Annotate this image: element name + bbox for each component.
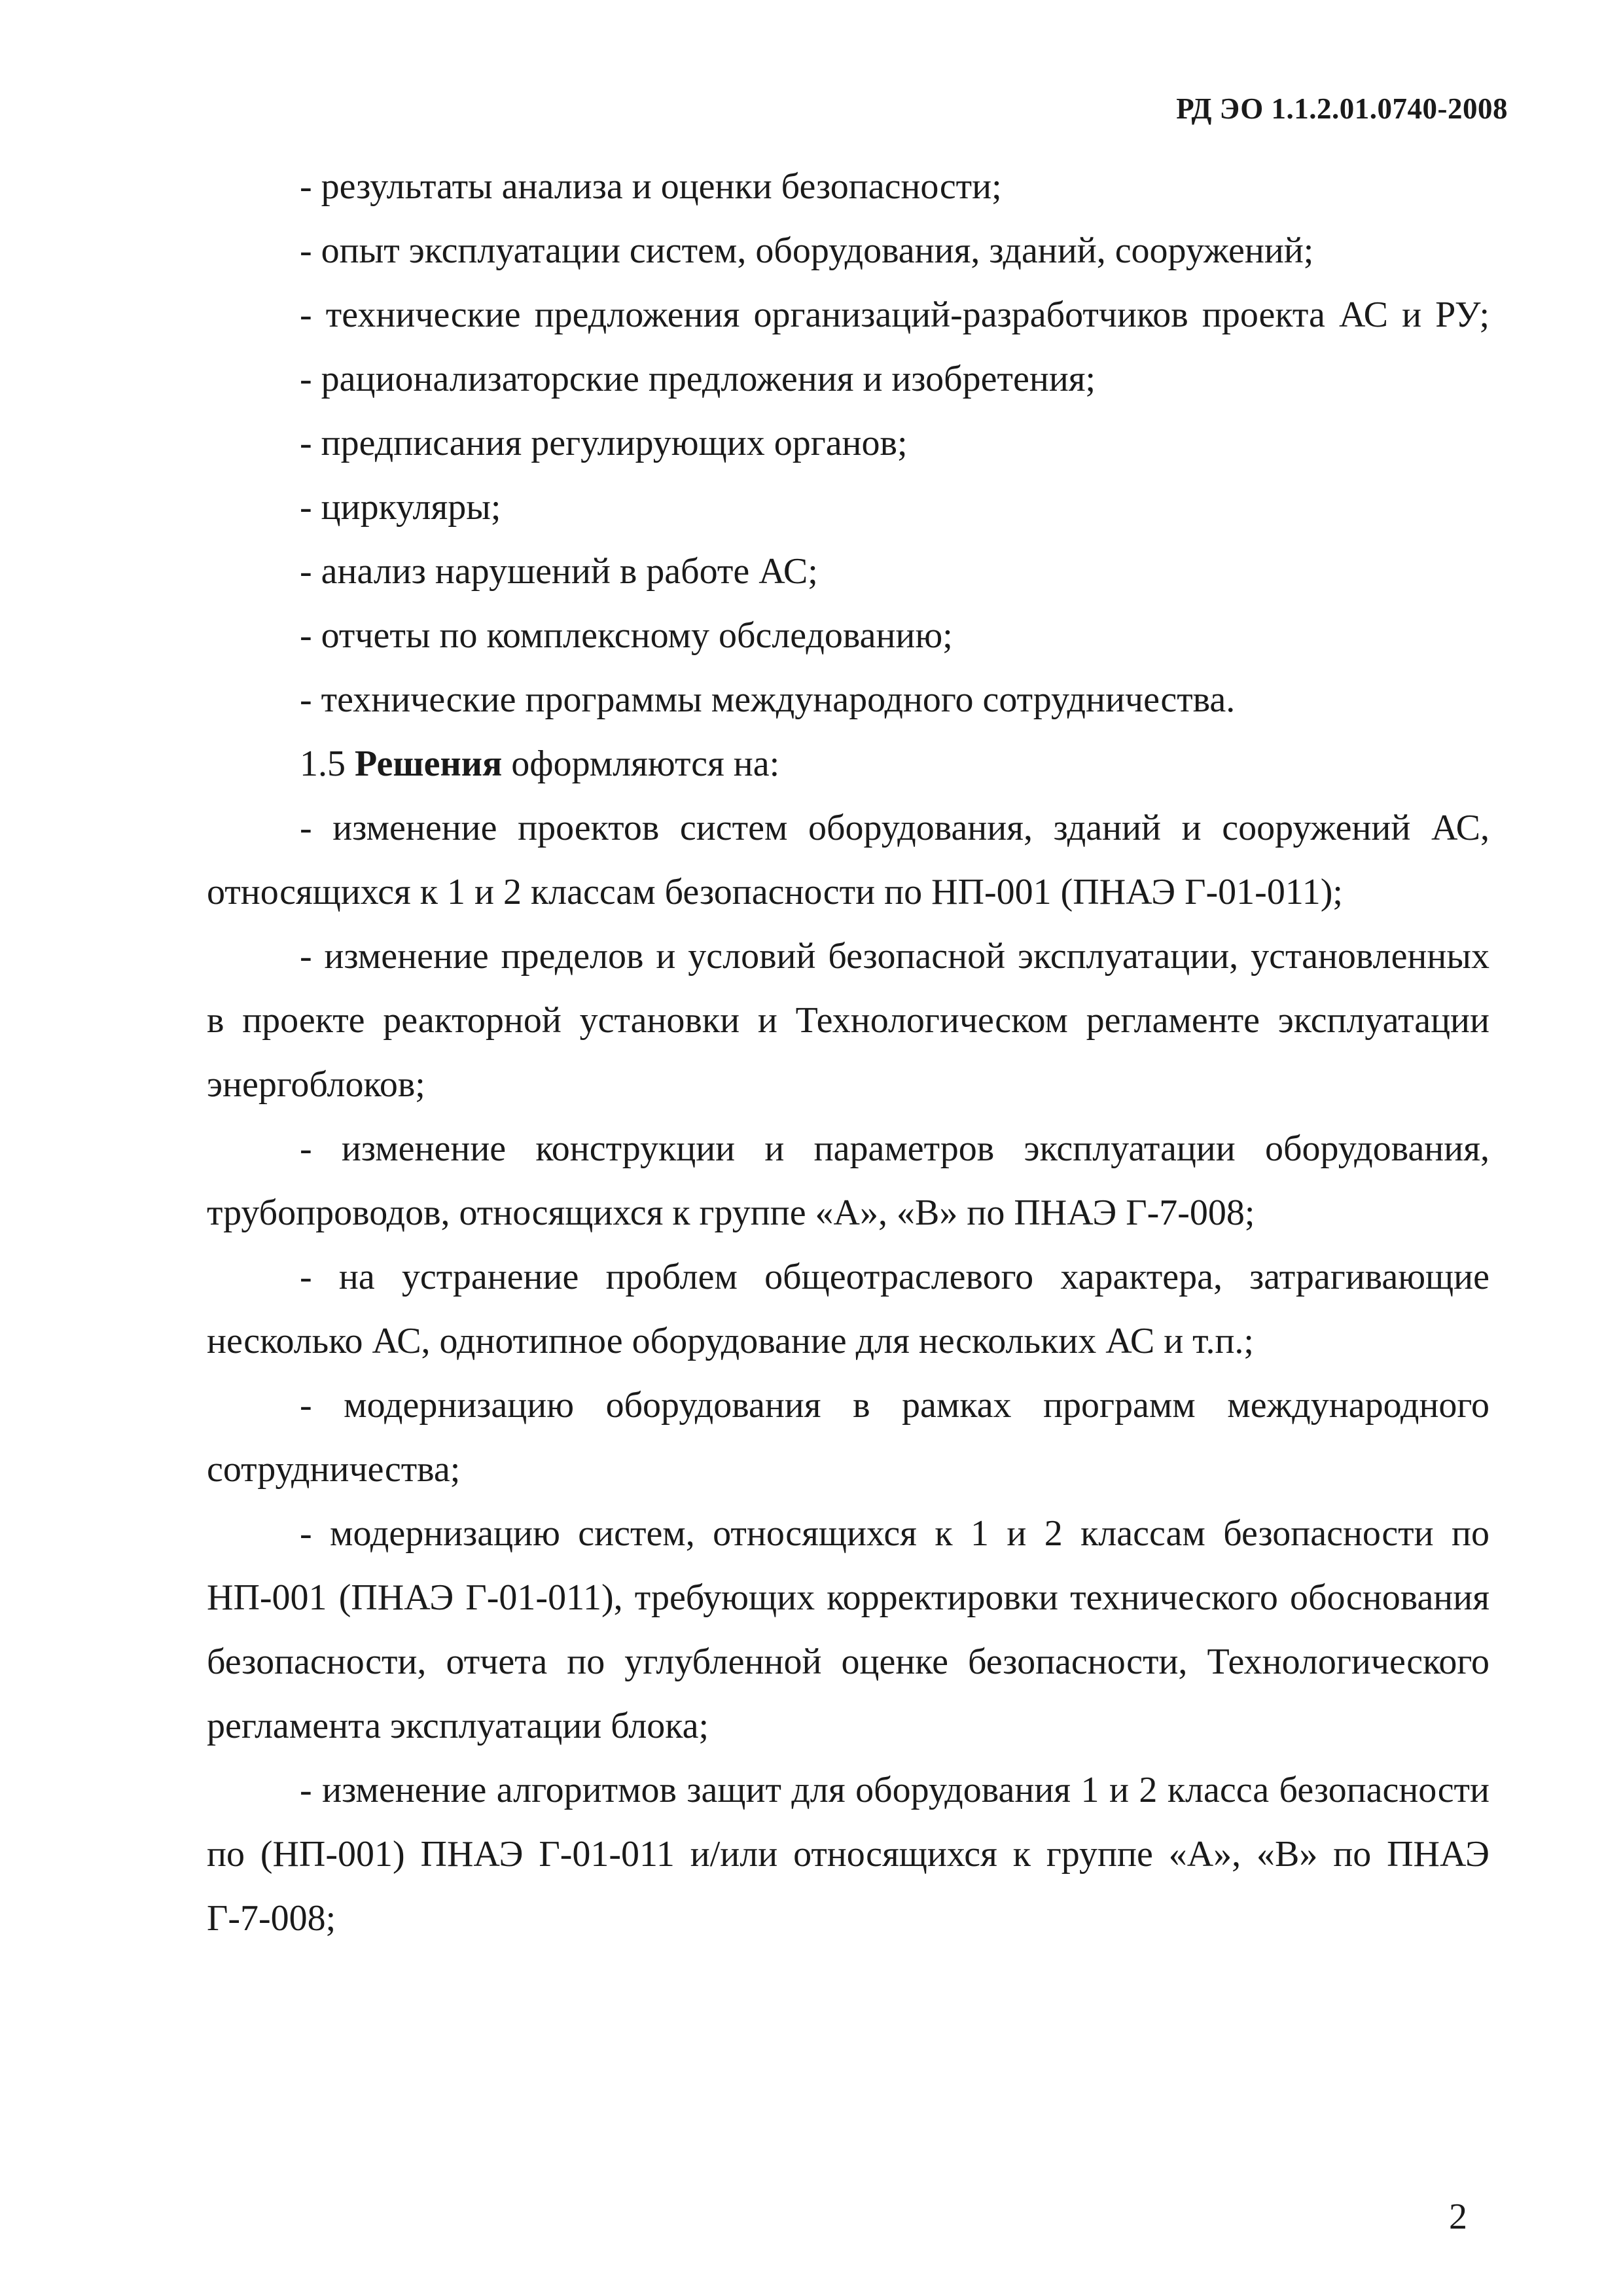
page-number: 2 xyxy=(1449,2197,1467,2237)
list-item: - предписания регулирующих органов; xyxy=(300,423,908,463)
list-item: - циркуляры; xyxy=(300,487,501,528)
list-item: - на устранение проблем общеотраслевого характера, затрагивающие несколько АС, однотипное оборудование для нескольких АС и т.п.; xyxy=(207,1257,1489,1361)
list-item: - анализ нарушений в работе АС; xyxy=(300,551,818,592)
list-item: - изменение конструкции и параметров эксплуатации оборудования, трубопроводов, относящихся к группе «А», «В» по ПНАЭ Г-7-008; xyxy=(207,1128,1489,1233)
document-code: РД ЭО 1.1.2.01.0740-2008 xyxy=(1176,92,1508,125)
list-item: - технические предложения организаций-разработчиков проекта АС и РУ; xyxy=(300,295,1489,335)
list-item: - опыт эксплуатации систем, оборудования, зданий, сооружений; xyxy=(300,230,1314,271)
section-term: Решения xyxy=(355,744,503,784)
list-item: - результаты анализа и оценки безопасности; xyxy=(300,166,1002,207)
list-item: - изменение алгоритмов защит для оборудования 1 и 2 класса безопасности по (НП-001) ПНАЭ Г-01-011 и/или относящихся к группе «А», «В» по ПНАЭ Г-7-008; xyxy=(207,1770,1489,1939)
list-item: - изменение пределов и условий безопасной эксплуатации, установленных в проекте реакторной установки и Технологическом регламенте эксплуатации энергоблоков; xyxy=(207,936,1489,1105)
list-item: - отчеты по комплексному обследованию; xyxy=(300,615,953,656)
document-body xyxy=(207,154,1489,1950)
section-rest: оформляются на: xyxy=(511,744,780,784)
section-number: 1.5 xyxy=(300,744,346,784)
list-item: - технические программы международного сотрудничества. xyxy=(300,679,1236,720)
list-item: - модернизацию оборудования в рамках программ международного сотрудничества; xyxy=(207,1385,1489,1490)
list-item: - рационализаторские предложения и изобретения; xyxy=(300,359,1096,399)
list-item: - модернизацию систем, относящихся к 1 и 2 классам безопасности по НП-001 (ПНАЭ Г-01-011), требующих корректировки технического обоснования безопасности, отчета по углубленной оценке безопасности, Технологического регламента эксплуатации блока; xyxy=(207,1513,1489,1746)
list-item: - изменение проектов систем оборудования, зданий и сооружений АС, относящихся к 1 и 2 классам безопасности по НП-001 (ПНАЭ Г-01-011); xyxy=(207,808,1489,912)
section-heading xyxy=(207,732,1489,796)
